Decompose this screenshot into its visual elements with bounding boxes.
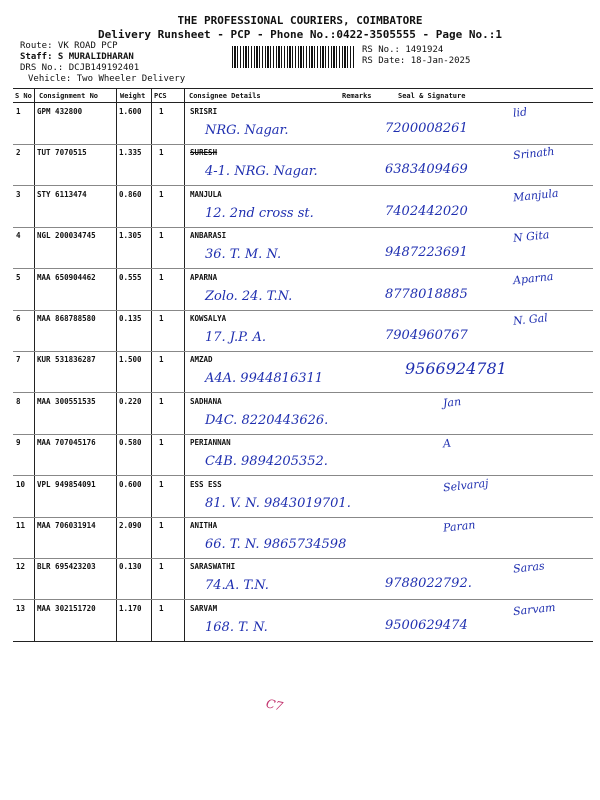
weight-value: 0.600	[119, 479, 142, 489]
weight-value: 1.500	[119, 355, 142, 365]
weight-value: 0.860	[119, 189, 142, 199]
handwritten-address: A4A. 9944816311	[205, 371, 324, 387]
table-row	[13, 558, 593, 600]
weight-value: 0.135	[119, 314, 142, 323]
consignee-name: MANJULA	[190, 189, 222, 199]
handwritten-phone: 7402442020	[385, 203, 468, 219]
col-pcs: PCS	[154, 92, 167, 100]
row-sno: 3	[16, 189, 21, 199]
consignee-name: SADHANA	[190, 396, 222, 406]
runsheet-subtitle: Delivery Runsheet - PCP - Phone No.:0422-3505555 - Page No.:1	[98, 28, 502, 41]
consignment-number: KUR 531836287	[37, 355, 96, 365]
pcs-value: 1	[159, 107, 164, 116]
row-sno: 5	[16, 272, 21, 282]
consignment-number: BLR 695423203	[37, 562, 96, 572]
consignee-name: ANITHA	[190, 521, 218, 530]
row-sno: 9	[16, 438, 21, 448]
table-row	[13, 269, 593, 311]
weight-value: 1.335	[119, 148, 142, 158]
pcs-value: 1	[159, 562, 164, 572]
pcs-value: 1	[159, 521, 164, 530]
consignment-number: MAA 302151720	[37, 603, 96, 613]
pcs-value: 1	[159, 272, 164, 282]
signature: Paran	[442, 518, 476, 535]
row-sno: 13	[16, 603, 26, 613]
handwritten-address: D4C. 8220443626.	[205, 412, 329, 428]
vehicle-label: Vehicle: Two Wheeler Delivery	[28, 74, 186, 84]
barcode	[232, 46, 354, 68]
consignment-number: MAA 707045176	[37, 438, 96, 448]
table-row	[13, 393, 593, 435]
table-row	[13, 310, 593, 352]
pcs-value: 1	[159, 231, 164, 241]
row-sno: 4	[16, 231, 21, 241]
handwritten-address: 74.A. T.N.	[205, 578, 269, 594]
consignment-number: STY 6113474	[37, 189, 87, 199]
weight-value: 2.090	[119, 521, 142, 530]
consignment-number: MAA 650904462	[37, 272, 96, 282]
col-consignment: Consignment No	[39, 92, 99, 100]
signature: lid	[512, 105, 528, 120]
weight-value: 1.170	[119, 603, 142, 613]
company-title: THE PROFESSIONAL COURIERS, COIMBATORE	[177, 14, 423, 27]
drs-number: DRS No.: DCJB149192401	[20, 63, 140, 73]
consignee-name: KOWSALYA	[190, 314, 227, 323]
row-sno: 12	[16, 562, 26, 572]
table-row	[13, 517, 593, 559]
pcs-value: 1	[159, 438, 164, 448]
footer-mark: C7	[264, 696, 285, 714]
handwritten-phone: 6383409469	[385, 162, 468, 178]
weight-value: 1.305	[119, 231, 142, 241]
handwritten-address: 36. T. M. N.	[205, 247, 282, 263]
signature: N. Gal	[512, 311, 549, 328]
handwritten-phone: 9788022792.	[385, 576, 472, 592]
rs-date: RS Date: 18-Jan-2025	[362, 56, 471, 66]
consignee-name: SARASWATHI	[190, 562, 236, 572]
col-sno: S No	[15, 92, 32, 100]
consignee-name: SURESH	[190, 148, 218, 158]
consignee-name: APARNA	[190, 272, 218, 282]
weight-value: 0.130	[119, 562, 142, 572]
row-sno: 6	[16, 314, 21, 323]
weight-value: 0.555	[119, 272, 142, 282]
row-sno: 7	[16, 355, 21, 365]
pcs-value: 1	[159, 314, 164, 323]
handwritten-phone: 9566924781	[405, 359, 507, 379]
table-row	[13, 351, 593, 393]
staff-label: Staff: S MURALIDHARAN	[20, 52, 134, 62]
row-sno: 10	[16, 479, 26, 489]
table-body	[13, 103, 593, 641]
consignee-name: SRISRI	[190, 107, 218, 116]
col-consignee: Consignee Details	[189, 92, 261, 100]
route-label: Route: VK ROAD PCP	[20, 41, 118, 51]
handwritten-phone: 7200008261	[385, 121, 468, 136]
consignment-number: MAA 868788580	[37, 314, 96, 323]
handwritten-address: C4B. 9894205352.	[205, 454, 328, 470]
handwritten-address: 168. T. N.	[205, 619, 268, 635]
signature: Manjula	[512, 186, 560, 205]
handwritten-phone: 7904960767	[385, 328, 468, 343]
consignment-number: MAA 300551535	[37, 396, 96, 406]
signature: Jan	[442, 394, 462, 410]
pcs-value: 1	[159, 355, 164, 365]
handwritten-address: Zolo. 24. T.N.	[205, 288, 293, 304]
pcs-value: 1	[159, 479, 164, 489]
pcs-value: 1	[159, 603, 164, 613]
consignment-number: GPM 432800	[37, 107, 83, 116]
table-row	[13, 476, 593, 518]
signature: Srinath	[512, 145, 556, 163]
handwritten-address: 17. J.P. A.	[205, 330, 267, 345]
table-row	[13, 144, 593, 186]
consignee-name: PERIANNAN	[190, 438, 231, 448]
row-sno: 1	[16, 107, 21, 116]
col-remarks: Remarks	[342, 92, 372, 100]
handwritten-address: 81. V. N. 9843019701.	[205, 495, 351, 511]
consignment-number: VPL 949854091	[37, 479, 96, 489]
handwritten-address: 66. T. N. 9865734598	[205, 537, 347, 552]
handwritten-phone: 9487223691	[385, 245, 468, 261]
row-sno: 8	[16, 396, 21, 406]
table-row	[13, 103, 593, 145]
table-row	[13, 434, 593, 476]
handwritten-address: 12. 2nd cross st.	[205, 205, 314, 221]
signature: Saras	[512, 559, 546, 577]
signature: A	[442, 436, 452, 451]
rs-number: RS No.: 1491924	[362, 45, 444, 55]
table-row	[13, 186, 593, 228]
weight-value: 0.220	[119, 396, 142, 406]
handwritten-phone: 9500629474	[385, 617, 468, 633]
signature: Selvaraj	[442, 476, 490, 494]
consignment-number: TUT 7070515	[37, 148, 87, 158]
weight-value: 1.600	[119, 107, 142, 116]
handwritten-address: NRG. Nagar.	[205, 123, 289, 138]
weight-value: 0.580	[119, 438, 142, 448]
signature: N Gita	[512, 228, 550, 246]
signature: Sarvam	[512, 600, 557, 618]
consignee-name: ESS ESS	[190, 479, 222, 489]
consignee-name: ANBARASI	[190, 231, 227, 241]
pcs-value: 1	[159, 148, 164, 158]
consignment-number: MAA 706031914	[37, 521, 96, 530]
pcs-value: 1	[159, 396, 164, 406]
row-sno: 11	[16, 521, 26, 530]
col-weight: Weight	[120, 92, 146, 100]
consignee-name: SARVAM	[190, 603, 218, 613]
table-row	[13, 600, 593, 641]
col-seal: Seal & Signature	[398, 92, 466, 100]
handwritten-address: 4-1. NRG. Nagar.	[205, 164, 318, 180]
signature: Aparna	[512, 269, 555, 287]
table-row	[13, 227, 593, 269]
handwritten-phone: 8778018885	[385, 286, 468, 302]
consignee-name: AMZAD	[190, 355, 213, 365]
row-sno: 2	[16, 148, 21, 158]
consignment-number: NGL 200034745	[37, 231, 96, 241]
delivery-table	[13, 88, 593, 642]
pcs-value: 1	[159, 189, 164, 199]
